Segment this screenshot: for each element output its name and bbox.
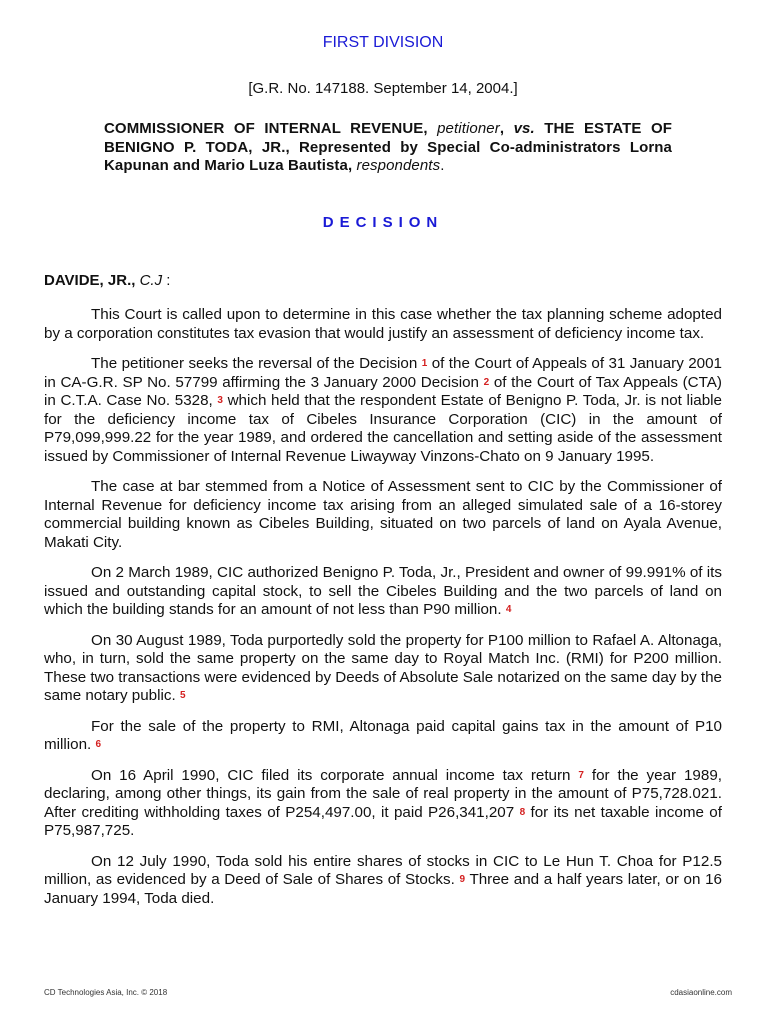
paragraph-2 bbox=[44, 355, 722, 466]
paragraph-8 bbox=[44, 853, 722, 909]
paragraph-text: The case at bar stemmed from a Notice of Assessment sent to CIC by the Commissioner of Internal Revenue for deficiency income tax arising from an alleged simulated sale of a 16-storey commercial building known as Cibeles Building, situated on two parcels of land on Ayala Avenue, Makati City. bbox=[44, 478, 722, 551]
footnote-link-9[interactable]: 9 bbox=[459, 874, 466, 885]
paragraph-text: for the year 1989, declaring, among other things, its gain from the sale of real property in the amount of P75,728.021. After crediting withholding taxes of P254,497.00, it paid P26,341,207 bbox=[44, 766, 722, 821]
ponente-suffix: : bbox=[162, 272, 171, 289]
paragraph-text: On 16 April 1990, CIC filed its corporate annual income tax return bbox=[91, 766, 571, 784]
paragraph-text: This Court is called upon to determine in this case whether the tax planning scheme adopted by a corporation constitutes tax evasion that would justify an assessment of deficiency income tax. bbox=[44, 306, 722, 342]
parties-end: . bbox=[440, 157, 445, 174]
versus-label: vs. bbox=[513, 120, 535, 137]
footnote-link-1[interactable]: 1 bbox=[421, 358, 428, 369]
division-heading: FIRST DIVISION bbox=[322, 34, 444, 51]
paragraph-text: For the sale of the property to RMI, Altonaga paid capital gains tax in the amount of P10 million. bbox=[44, 717, 722, 753]
paragraph-6 bbox=[44, 718, 722, 755]
paragraph-text: for its net taxable income of P75,987,725. bbox=[44, 803, 722, 839]
decision-body bbox=[44, 306, 722, 920]
respondent-role: respondents bbox=[356, 157, 441, 174]
respondent-name: THE ESTATE OF BENIGNO P. TODA, JR., Represented by Special Co-administrators Lorna Kapunan and Mario Luza Bautista, bbox=[104, 120, 672, 174]
paragraph-4 bbox=[44, 564, 722, 620]
paragraph-3 bbox=[44, 478, 722, 552]
decision-title: DECISION bbox=[322, 214, 444, 231]
footer-site-link[interactable]: cdasiaonline.com bbox=[670, 988, 732, 997]
footnote-link-6[interactable]: 6 bbox=[95, 739, 102, 750]
footer-copyright: CD Technologies Asia, Inc. © 2018 bbox=[44, 988, 168, 997]
paragraph-text: of the Court of Appeals of 31 January 2001 in CA-G.R. SP No. 57799 affirming the 3 January 2000 Decision bbox=[44, 355, 722, 391]
paragraph-7 bbox=[44, 767, 722, 841]
paragraph-text: Three and a half years later, or on 16 January 1994, Toda died. bbox=[44, 871, 722, 907]
petitioner-role: petitioner bbox=[437, 120, 500, 137]
paragraph-text: On 2 March 1989, CIC authorized Benigno P. Toda, Jr., President and owner of 99.991% of its issued and outstanding capital stock, to sell the Cibeles Building and the two parcels of land on which the building stands for an amount of not less than P90 million. bbox=[44, 564, 722, 618]
paragraph-text: On 12 July 1990, Toda sold his entire shares of stocks in CIC to Le Hun T. Choa for P12.5 million, as evidenced by a Deed of Sale of Shares of Stocks. bbox=[44, 852, 722, 888]
paragraph-1 bbox=[44, 306, 722, 343]
footnote-link-8[interactable]: 8 bbox=[519, 806, 526, 818]
footnote-link-2[interactable]: 2 bbox=[483, 376, 490, 388]
paragraph-text: The petitioner seeks the reversal of the Decision bbox=[91, 355, 418, 372]
ponente-name: DAVIDE, JR., bbox=[44, 272, 136, 289]
footnote-link-4[interactable]: 4 bbox=[505, 604, 512, 615]
paragraph-5 bbox=[44, 632, 722, 706]
paragraph-text: which held that the respondent Estate of Benigno P. Toda, Jr. is not liable for the deficiency income tax of Cibeles Insurance Corporation (CIC) in the amount of P79,099,999.22 for the year 1989, and ordered the cancellation and setting aside of the assessment issued by Commissioner of Internal Revenue Liwayway Vinzons-Chato on 9 January 1995. bbox=[44, 392, 722, 465]
paragraph-text: On 30 August 1989, Toda purportedly sold the property for P100 million to Rafael A. Altonaga, who, in turn, sold the same property on the same day to Royal Match Inc. (RMI) for P200 million. These two transactions were evidenced by Deeds of Absolute Sale notarized on the same day by the same notary public. bbox=[44, 631, 722, 704]
case-parties bbox=[104, 120, 672, 176]
paragraph-text: of the Court of Tax Appeals (CTA) in C.T.A. Case No. 5328, bbox=[44, 373, 722, 409]
footnote-link-3[interactable]: 3 bbox=[217, 395, 223, 406]
ponente bbox=[44, 272, 170, 289]
footnote-link-5[interactable]: 5 bbox=[179, 690, 186, 701]
footnote-link-7[interactable]: 7 bbox=[578, 769, 584, 781]
ponente-title: C.J bbox=[139, 272, 163, 289]
case-reference: [G.R. No. 147188. September 14, 2004.] bbox=[248, 80, 518, 97]
versus: , bbox=[499, 120, 514, 137]
petitioner-name: COMMISSIONER OF INTERNAL REVENUE, bbox=[104, 120, 428, 137]
